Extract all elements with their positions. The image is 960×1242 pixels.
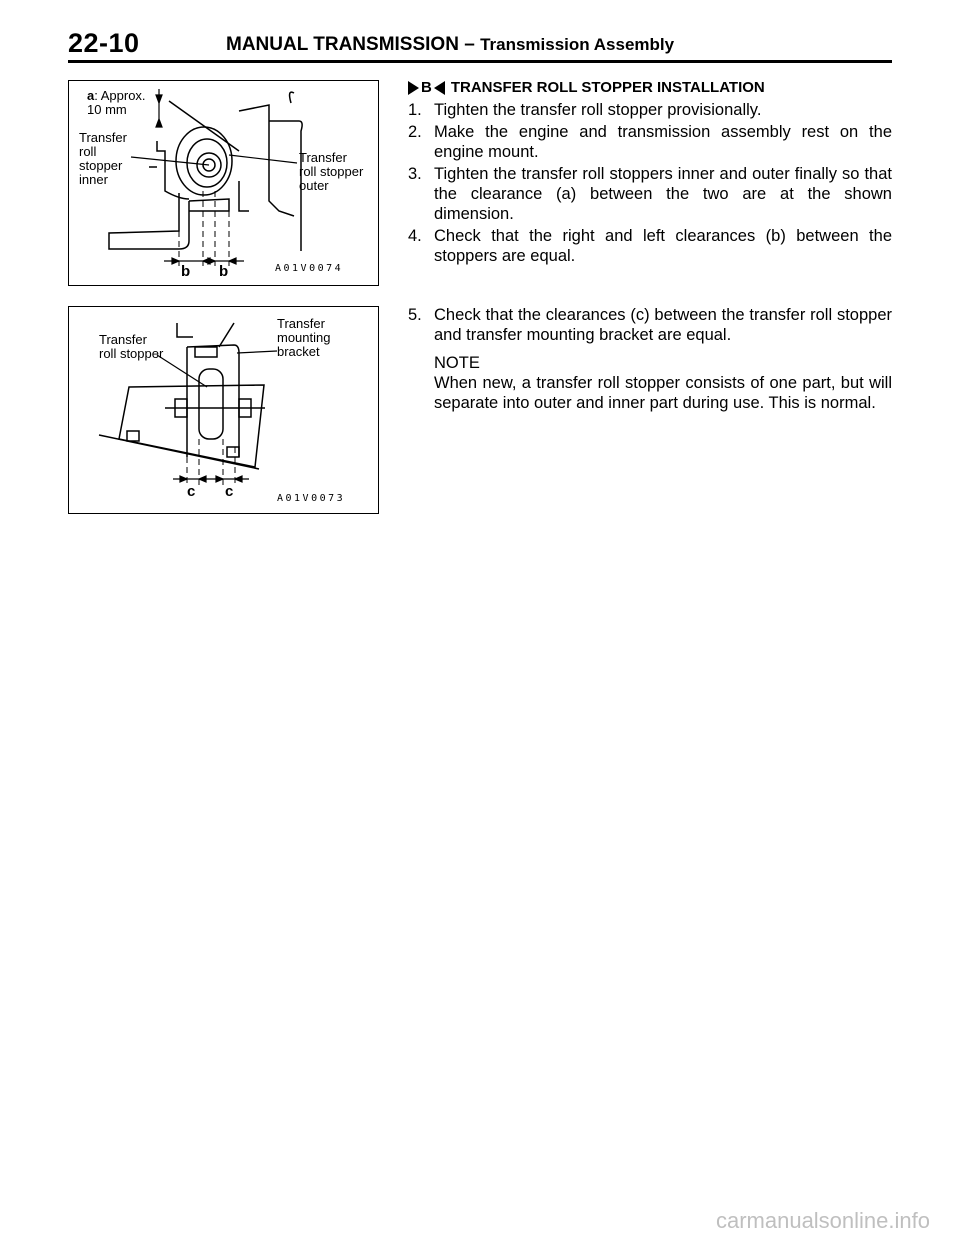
- page-title: [226, 34, 674, 56]
- dimension-b-left: b: [181, 263, 191, 280]
- steps-list-1: [408, 100, 892, 268]
- header-rule: [68, 60, 892, 63]
- page-number: 22-10: [68, 28, 140, 58]
- step-item: 5. Check that the clearances (c) between the transfer roll stopper and transfer mounting bracket are equal.: [408, 306, 892, 344]
- figure-mounting-bracket-clearance: [68, 306, 379, 514]
- title-main: MANUAL TRANSMISSION: [226, 34, 459, 55]
- steps-list-2: [408, 305, 892, 413]
- label-roll-stopper: Transfer roll stopper: [99, 332, 164, 361]
- note-block: [408, 353, 892, 413]
- step-item: 1. Tighten the transfer roll stopper provisionally.: [408, 101, 762, 119]
- figure-code-2: A01V0073: [277, 493, 346, 504]
- section-heading-text: TRANSFER ROLL STOPPER INSTALLATION: [450, 79, 765, 96]
- step-item: 2. Make the engine and transmission assembly rest on the engine mount.: [408, 123, 892, 161]
- step-item: 4. Check that the right and left clearances (b) between the stoppers are equal.: [408, 227, 892, 265]
- note-title: NOTE: [434, 354, 480, 372]
- title-dash: –: [464, 34, 475, 55]
- label-stopper-inner: Transfer roll stopper inner: [79, 130, 127, 187]
- label-stopper-outer: Transfer roll stopper outer: [299, 150, 364, 193]
- section-marker: B: [421, 79, 432, 96]
- dimension-c-right: c: [225, 483, 234, 500]
- watermark: carmanualsonline.info: [715, 1208, 930, 1233]
- dimension-b-right: b: [219, 263, 229, 280]
- step-item: 3. Tighten the transfer roll stoppers inner and outer finally so that the clearance (a) between the two are at the shown dimension.: [408, 165, 892, 223]
- section-heading: [408, 79, 765, 96]
- figure-roll-stopper-clearance: [68, 80, 379, 286]
- play-left-icon: [434, 81, 445, 95]
- label-a: a: Approx. 10 mm: [87, 88, 146, 117]
- dimension-c-left: c: [187, 483, 196, 500]
- title-subtitle: Transmission Assembly: [480, 35, 675, 54]
- label-mounting-bracket: Transfer mounting bracket: [277, 316, 331, 359]
- note-text: When new, a transfer roll stopper consists of one part, but will separate into outer and inner part during use. This is normal.: [434, 374, 892, 412]
- play-right-icon: [408, 81, 419, 95]
- figure-code: A01V0074: [275, 263, 344, 274]
